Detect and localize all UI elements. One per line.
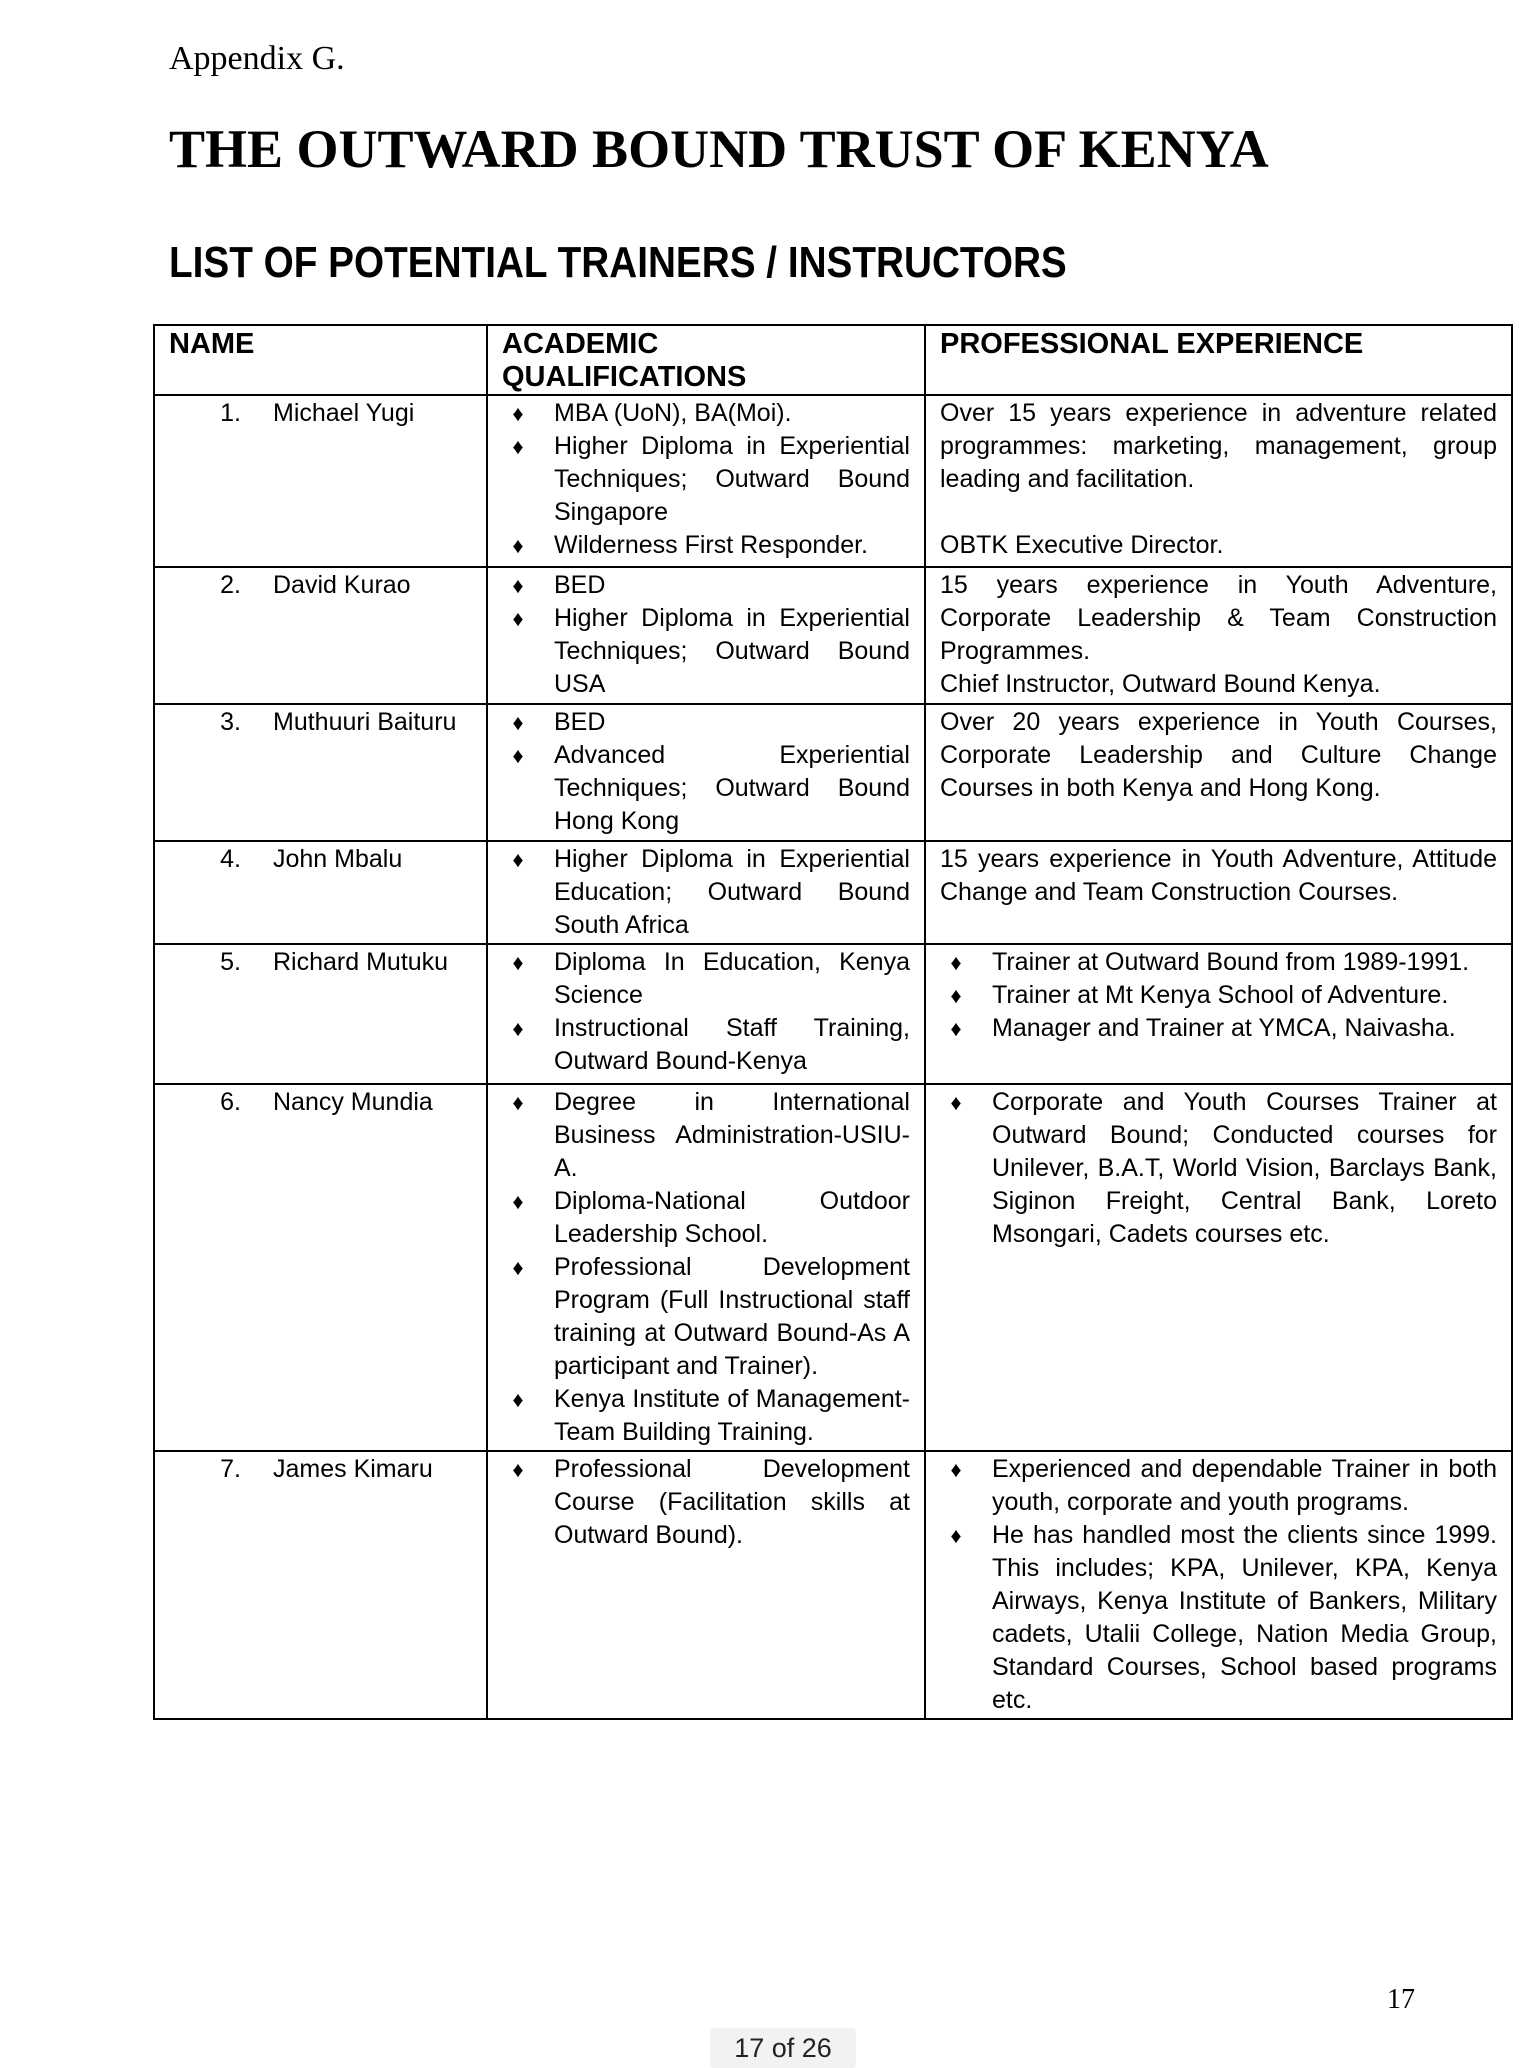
trainer-row: [154, 1451, 1512, 1719]
qualification-text: MBA (UoN), BA(Moi).: [554, 399, 792, 427]
qualification-item: [502, 1012, 910, 1078]
experience-item: [940, 1519, 1497, 1717]
qualification-item: [502, 1453, 910, 1552]
trainers-table: [153, 324, 1513, 1720]
diamond-bullet-icon: ♦: [512, 434, 524, 459]
qualifications-list: [502, 1086, 910, 1449]
experience-text: Trainer at Mt Kenya School of Adventure.: [992, 981, 1449, 1009]
trainer-row: [154, 944, 1512, 1084]
experience-text: OBTK Executive Director.: [940, 531, 1224, 559]
row-number: 3.: [220, 708, 241, 736]
qualifications-list: [502, 843, 910, 942]
trainer-name-cell: [154, 1451, 487, 1719]
experience-text: Manager and Trainer at YMCA, Naivasha.: [992, 1014, 1456, 1042]
list-title: LIST OF POTENTIAL TRAINERS / INSTRUCTORS: [169, 238, 1067, 287]
qualifications-list: [502, 946, 910, 1078]
experience-text: 15 years experience in Youth Adventure, Attitude Change and Team Construction Courses.: [940, 845, 1497, 906]
qualifications-cell: [487, 841, 925, 944]
experience-text: Corporate and Youth Courses Trainer at Outward Bound; Conducted courses for Unilever, B.A.T, World Vision, Barclays Bank, Siginon Freight, Central Bank, Loreto Msongari, Cadets courses etc.: [992, 1088, 1497, 1248]
diamond-bullet-icon: ♦: [950, 1090, 962, 1115]
trainer-name-cell: [154, 704, 487, 841]
column-header-name: NAME: [154, 325, 487, 395]
trainer-name: David Kurao: [273, 571, 411, 599]
experience-text: Over 15 years experience in adventure related programmes: marketing, management, group leading and facilitation.: [940, 399, 1497, 493]
trainer-row: [154, 567, 1512, 704]
diamond-bullet-icon: ♦: [512, 1090, 524, 1115]
trainer-row: [154, 704, 1512, 841]
qualifications-cell: [487, 944, 925, 1084]
qualification-item: [502, 397, 910, 430]
diamond-bullet-icon: ♦: [512, 710, 524, 735]
experience-cell: [925, 944, 1512, 1084]
qualifications-cell: [487, 567, 925, 704]
diamond-bullet-icon: ♦: [950, 1016, 962, 1041]
qualification-text: Diploma In Education, Kenya Science: [554, 948, 910, 1009]
qualification-item: [502, 946, 910, 1012]
row-number: 7.: [220, 1455, 241, 1483]
trainer-row: [154, 841, 1512, 944]
qualifications-list: [502, 569, 910, 701]
qualification-item: [502, 1185, 910, 1251]
experience-item: [940, 946, 1497, 979]
column-header-experience: PROFESSIONAL EXPERIENCE: [925, 325, 1512, 395]
qualifications-list: [502, 706, 910, 838]
experience-text: Trainer at Outward Bound from 1989-1991.: [992, 948, 1470, 976]
qualification-item: [502, 430, 910, 529]
diamond-bullet-icon: ♦: [512, 606, 524, 631]
qualification-item: [502, 1251, 910, 1383]
experience-text: 15 years experience in Youth Adventure, Corporate Leadership & Team Construction Programmes.: [940, 571, 1497, 665]
row-number: 5.: [220, 948, 241, 976]
trainer-name: Michael Yugi: [273, 399, 415, 427]
qualification-item: [502, 706, 910, 739]
qualifications-cell: [487, 1084, 925, 1451]
qualification-text: BED: [554, 708, 606, 736]
trainer-name-cell: [154, 395, 487, 567]
row-number: 2.: [220, 571, 241, 599]
trainer-name: Richard Mutuku: [273, 948, 449, 976]
qualification-text: Higher Diploma in Experiential Techniques; Outward Bound Singapore: [554, 432, 910, 526]
qualification-text: Advanced Experiential Techniques; Outward Bound Hong Kong: [554, 741, 910, 835]
diamond-bullet-icon: ♦: [950, 1457, 962, 1482]
row-number: 6.: [220, 1088, 241, 1116]
table-header-row: [154, 325, 1512, 395]
experience-cell: [925, 395, 1512, 567]
qualification-item: [502, 529, 910, 562]
organization-title: THE OUTWARD BOUND TRUST OF KENYA: [169, 119, 1269, 179]
trainer-name-cell: [154, 944, 487, 1084]
trainer-name: John Mbalu: [273, 845, 403, 873]
trainer-name-cell: [154, 567, 487, 704]
column-header-qualifications: ACADEMIC QUALIFICATIONS: [487, 325, 925, 395]
diamond-bullet-icon: ♦: [512, 573, 524, 598]
appendix-label: Appendix G.: [169, 40, 345, 77]
qualifications-cell: [487, 395, 925, 567]
diamond-bullet-icon: ♦: [512, 1189, 524, 1214]
qualification-item: [502, 602, 910, 701]
experience-text: Experienced and dependable Trainer in both youth, corporate and youth programs.: [992, 1455, 1497, 1516]
page-indicator: 17 of 26: [710, 2028, 856, 2068]
diamond-bullet-icon: ♦: [950, 1523, 962, 1548]
diamond-bullet-icon: ♦: [512, 743, 524, 768]
qualifications-list: [502, 1453, 910, 1552]
trainer-name-cell: [154, 841, 487, 944]
page-number: 17: [1387, 1984, 1415, 2015]
qualification-text: Professional Development Course (Facilitation skills at Outward Bound).: [554, 1455, 910, 1549]
experience-item: [940, 1012, 1497, 1045]
diamond-bullet-icon: ♦: [512, 950, 524, 975]
experience-cell: [925, 567, 1512, 704]
experience-list: [940, 946, 1497, 1045]
qualifications-cell: [487, 1451, 925, 1719]
qualification-text: Higher Diploma in Experiential Education; Outward Bound South Africa: [554, 845, 910, 939]
trainer-name: James Kimaru: [273, 1455, 433, 1483]
qualification-text: Instructional Staff Training, Outward Bound-Kenya: [554, 1014, 910, 1075]
experience-list: [940, 1453, 1497, 1717]
qualification-text: Diploma-National Outdoor Leadership School.: [554, 1187, 910, 1248]
qualification-item: [502, 569, 910, 602]
qualification-item: [502, 739, 910, 838]
diamond-bullet-icon: ♦: [512, 847, 524, 872]
qualification-item: [502, 843, 910, 942]
diamond-bullet-icon: ♦: [512, 533, 524, 558]
qualifications-cell: [487, 704, 925, 841]
qualification-text: BED: [554, 571, 606, 599]
qualification-text: Degree in International Business Administration-USIU-A.: [554, 1088, 910, 1182]
qualification-text: Professional Development Program (Full Instructional staff training at Outward Bound-As A participant and Trainer).: [554, 1253, 910, 1380]
trainer-name: Muthuuri Baituru: [273, 708, 457, 736]
qualification-text: Wilderness First Responder.: [554, 531, 869, 559]
trainer-row: [154, 395, 1512, 567]
row-number: 4.: [220, 845, 241, 873]
qualification-item: [502, 1383, 910, 1449]
diamond-bullet-icon: ♦: [512, 401, 524, 426]
trainer-row: [154, 1084, 1512, 1451]
diamond-bullet-icon: ♦: [512, 1387, 524, 1412]
diamond-bullet-icon: ♦: [950, 983, 962, 1008]
trainer-name-cell: [154, 1084, 487, 1451]
diamond-bullet-icon: ♦: [512, 1457, 524, 1482]
qualification-item: [502, 1086, 910, 1185]
experience-text: Chief Instructor, Outward Bound Kenya.: [940, 670, 1381, 698]
diamond-bullet-icon: ♦: [512, 1255, 524, 1280]
qualification-text: Kenya Institute of Management-Team Building Training.: [554, 1385, 910, 1446]
trainer-name: Nancy Mundia: [273, 1088, 433, 1116]
experience-item: [940, 1086, 1497, 1251]
experience-item: [940, 979, 1497, 1012]
diamond-bullet-icon: ♦: [950, 950, 962, 975]
qualifications-list: [502, 397, 910, 562]
experience-list: [940, 1086, 1497, 1251]
experience-cell: [925, 1084, 1512, 1451]
experience-text: Over 20 years experience in Youth Courses, Corporate Leadership and Culture Change Courses in both Kenya and Hong Kong.: [940, 708, 1497, 802]
experience-item: [940, 1453, 1497, 1519]
experience-cell: [925, 704, 1512, 841]
diamond-bullet-icon: ♦: [512, 1016, 524, 1041]
row-number: 1.: [220, 399, 241, 427]
experience-cell: [925, 841, 1512, 944]
experience-text: He has handled most the clients since 1999. This includes; KPA, Unilever, KPA, Kenya Airways, Kenya Institute of Bankers, Military cadets, Utalii College, Nation Media Group, Standard Courses, School based programs etc.: [992, 1521, 1497, 1714]
qualification-text: Higher Diploma in Experiential Techniques; Outward Bound USA: [554, 604, 910, 698]
experience-cell: [925, 1451, 1512, 1719]
